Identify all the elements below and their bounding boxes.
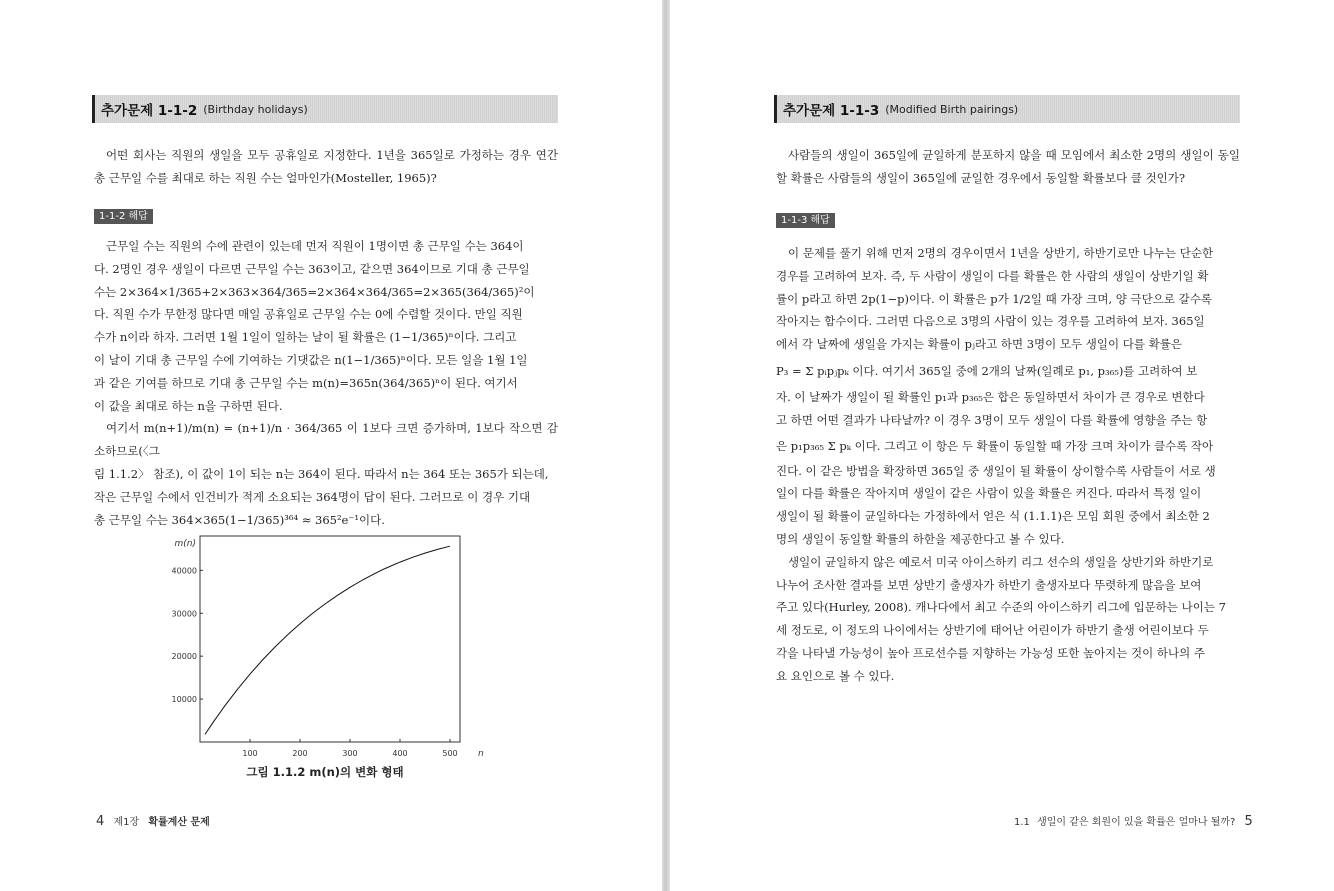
answer-line: 에서 각 날짜에 생일을 가지는 확률이 pⱼ라고 하면 3명이 모두 생일이 다를 확률은	[776, 337, 1182, 352]
problem-text: 사람들의 생일이 365일에 균일하게 분포하지 않을 때 모임에서 최소한 2명의 생일이 동일할 확률은 사람들의 생일이 365일에 균일한 경우에서 동일할 확률보다 클 것인가?	[776, 148, 1240, 185]
y-tick-label: 10000	[171, 695, 197, 705]
page-number: 5	[1244, 814, 1253, 829]
answer-line: 세 정도로, 이 정도의 나이에서는 상반기에 태어난 어린이가 하반기 출생 어린이보다 두	[776, 623, 1209, 638]
problem-title: (Modified Birth pairings)	[885, 102, 1019, 116]
y-tick-label: 30000	[171, 609, 197, 619]
answer-line: 이 값을 최대로 하는 n을 구하면 된다.	[94, 398, 283, 413]
answer-line: 진다. 이 같은 방법을 확장하면 365일 중 생일이 될 확률이 상이할수록 사람들이 서로 생	[776, 463, 1216, 478]
mn-chart-svg	[160, 528, 490, 763]
answer-line: 과 같은 기여를 하므로 기대 총 근무일 수는 m(n)=365n(364/365)ⁿ이 된다. 여기서	[94, 375, 518, 390]
problem-title: (Birthday holidays)	[203, 102, 308, 116]
y-tick-label: 20000	[171, 652, 197, 662]
page-number: 4	[96, 814, 105, 829]
answer-line: 근무일 수는 직원의 수에 관련이 있는데 먼저 직원이 1명이면 총 근무일 수는 364이	[106, 239, 524, 253]
answer-line: 은 p₁p₃₆₅ Σ pₖ 이다. 그리고 이 항은 두 확률이 동일할 때 가장 크며 차이가 클수록 작아	[776, 438, 1214, 453]
mn-curve	[205, 546, 450, 734]
problem-label: 추가문제 1-1-3	[783, 103, 880, 119]
figure-caption: 그림 1.1.2 m(n)의 변화 형태	[246, 765, 404, 779]
x-tick-label: 100	[242, 749, 258, 758]
answer-tag: 1-1-3 해답	[776, 213, 835, 228]
answer-line: 수가 n이라 하자. 그러면 1월 1일이 일하는 날이 될 확률은 (1−1/365)ⁿ이다. 그리고	[94, 330, 517, 345]
right-footer	[1014, 813, 1259, 829]
answer-line: 다. 직원 수가 무한정 많다면 매일 공휴일로 근무일 수는 0에 수렴할 것이다. 만일 직원	[94, 307, 523, 322]
plot-frame	[200, 536, 460, 742]
x-tick-label: 300	[342, 749, 358, 758]
answer-line: 다. 2명인 경우 생일이 다르면 근무일 수는 363이고, 같으면 364이므로 기대 총 근무일	[94, 261, 530, 276]
answer-line: 이 문제를 풀기 위해 먼저 2명의 경우이면서 1년을 상반기, 하반기로만 나누는 단순한	[788, 246, 1214, 260]
answer-line: 림 1.1.2〉 참조), 이 값이 1이 되는 n는 364이 된다. 따라서 n는 364 또는 365가 되는데,	[94, 466, 549, 481]
y-axis-label: m(n)	[174, 539, 196, 549]
answer-line: 률이 p라고 하면 2p(1−p)이다. 이 확률은 p가 1/2일 때 가장 크며, 양 극단으로 갈수록	[776, 291, 1212, 306]
chapter-label: 제1장	[113, 817, 140, 828]
answer-line: 작은 근무일 수에서 인건비가 적게 소요되는 364명이 답이 된다. 그러므로 이 경우 기대	[94, 489, 531, 504]
answer-line: 생일이 될 확률이 균일하다는 가정하에서 얻은 식 (1.1.1)은 모임 회원 중에서 최소한 2	[776, 509, 1210, 524]
answer-line: 자. 이 날짜가 생일이 될 확률인 p₁과 p₃₆₅은 합은 동일하면서 차이가 큰 경우로 변한다	[776, 389, 1205, 404]
page-gutter	[662, 0, 670, 891]
section-label: 1.1	[1014, 817, 1030, 828]
answer-line: 경우를 고려하여 보자. 즉, 두 사람이 생일이 다를 확률은 한 사람의 생일이 상반기일 확	[776, 268, 1209, 283]
x-tick-label: 500	[442, 749, 458, 758]
problem-label: 추가문제 1-1-2	[101, 103, 198, 119]
answer-line: 명의 생일이 동일할 확률의 하한을 제공한다고 볼 수 있다.	[776, 531, 1065, 546]
x-tick-label: 400	[392, 749, 408, 758]
x-axis-label: n	[478, 749, 484, 759]
answer-line: 총 근무일 수는 364×365(1−1/365)³⁶⁴ ≈ 365²e⁻¹이다.	[94, 512, 385, 527]
problem-header	[92, 95, 558, 123]
answer-line: 수는 2×364×1/365+2×363×364/365=2×364×364/365=2×365(364/365)²이	[94, 284, 535, 299]
answer-line: 작아지는 함수이다. 그러면 다음으로 3명의 사람이 있는 경우를 고려하여 보자. 365일	[776, 314, 1205, 329]
answer-line: 나누어 조사한 결과를 보면 상반기 출생자가 하반기 출생자보다 뚜렷하게 많음을 보여	[776, 577, 1202, 592]
answer-text	[94, 235, 558, 531]
answer-line: 주고 있다(Hurley, 2008). 캐나다에서 최고 수준의 아이스하키 리그에 입문하는 나이는 7	[776, 600, 1226, 615]
answer-line: 요 요인으로 볼 수 있다.	[776, 668, 895, 683]
left-footer	[90, 813, 210, 829]
chapter-title: 확률계산 문제	[148, 817, 210, 828]
answer-line: 일이 다를 확률은 작아지며 생일이 같은 사람이 있을 확률은 커진다. 따라서 특정 일이	[776, 486, 1202, 501]
answer-line: 이 날이 기대 총 근무일 수에 기여하는 기댓값은 n(1−1/365)ⁿ이다. 모든 일을 1월 1일	[94, 352, 528, 367]
x-tick-label: 200	[292, 749, 308, 758]
answer-line: 고 하면 어떤 결과가 나타날까? 이 경우 3명이 모두 생일이 다를 확률에 영향을 주는 항	[776, 412, 1208, 427]
left-page	[0, 0, 662, 891]
answer-line: 각을 나타낼 가능성이 높아 프로선수를 지향하는 가능성 또한 높아지는 것이 하나의 주	[776, 645, 1206, 660]
answer-line: 여기서 m(n+1)/m(n) = (n+1)/n · 364/365 이 1보다 크면 증가하며, 1보다 작으면 감소하므로(〈그	[94, 421, 558, 459]
y-tick-label: 40000	[171, 566, 197, 576]
problem-header	[774, 95, 1240, 123]
answer-text	[776, 242, 1240, 688]
mn-chart	[160, 528, 490, 767]
section-title: 생일이 같은 회원이 있을 확률은 얼마나 될까?	[1037, 817, 1236, 828]
answer-line: 생일이 균일하지 않은 예로서 미국 아이스하키 리그 선수의 생일을 상반기와 하반기로	[788, 554, 1214, 569]
answer-tag: 1-1-2 해답	[94, 209, 153, 224]
problem-text: 어떤 회사는 직원의 생일을 모두 공휴일로 지정한다. 1년을 365일로 가정하는 경우 연간 총 근무일 수를 최대로 하는 직원 수는 얼마인가(Mosteller, 1965)?	[94, 148, 558, 185]
answer-line: P₃ = Σ pᵢpⱼpₖ 이다. 여기서 365일 중에 2개의 날짜(일례로 p₁, p₃₆₅)를 고려하여 보	[776, 363, 1198, 378]
right-page	[670, 0, 1334, 891]
